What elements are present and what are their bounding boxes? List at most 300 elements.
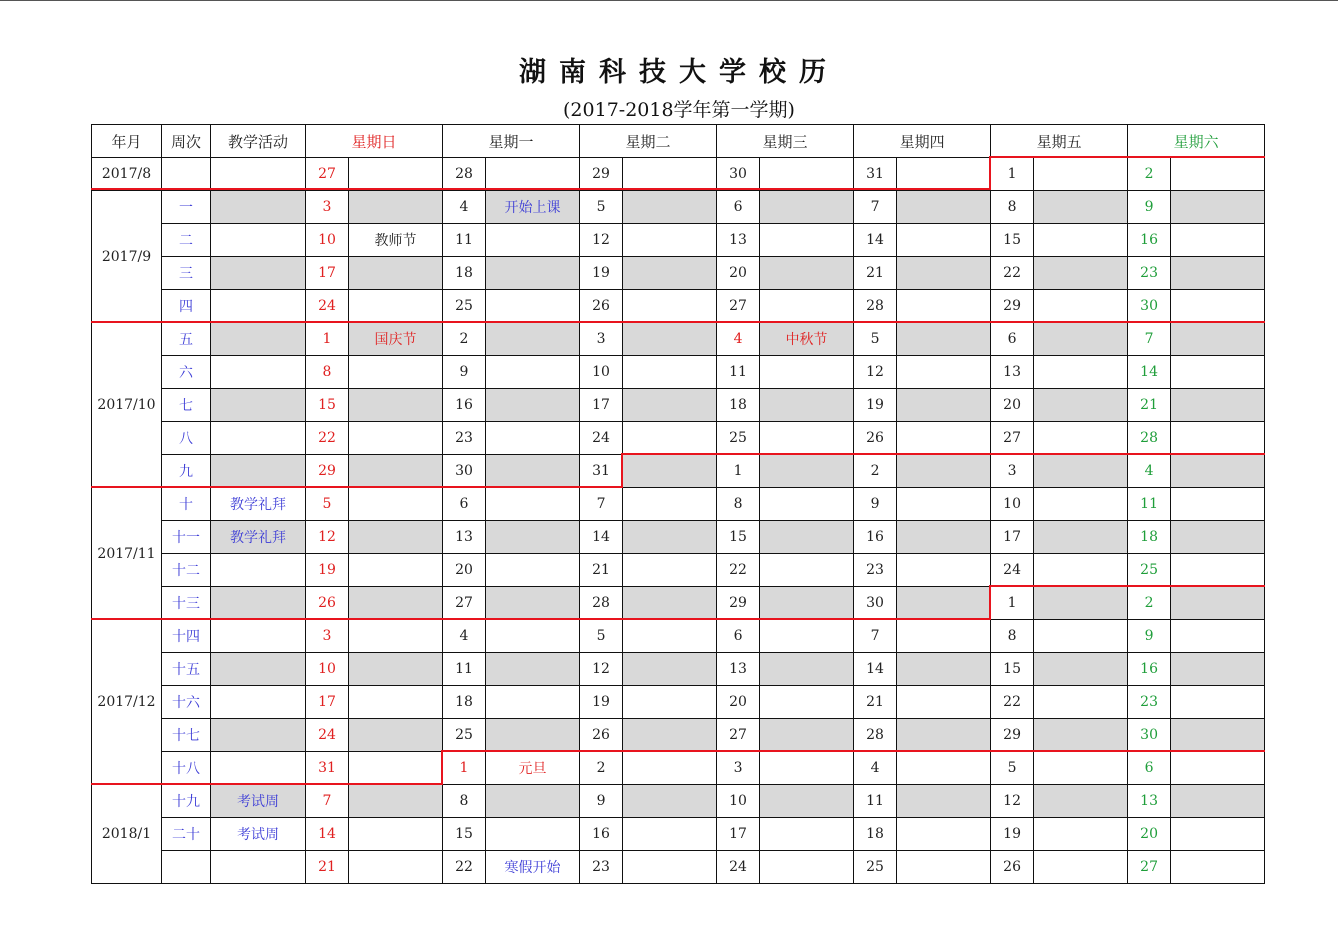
date-thu: 2 <box>854 455 897 488</box>
teaching-activity <box>211 389 306 422</box>
header-row <box>92 125 1265 158</box>
date-thu: 11 <box>854 785 897 818</box>
date-mon: 16 <box>443 389 486 422</box>
day-note <box>1171 818 1265 851</box>
date-wed: 10 <box>717 785 760 818</box>
date-sun: 31 <box>306 752 349 785</box>
week-number: 十九 <box>162 785 211 818</box>
date-tue: 17 <box>580 389 623 422</box>
header-week: 周次 <box>162 125 211 158</box>
week-number: 九 <box>162 455 211 488</box>
day-note <box>1034 290 1128 323</box>
date-thu: 28 <box>854 719 897 752</box>
teaching-activity <box>211 554 306 587</box>
boundary-line <box>91 486 623 488</box>
table-row <box>92 356 1265 389</box>
date-tue: 12 <box>580 653 623 686</box>
date-fri: 8 <box>991 191 1034 224</box>
day-note <box>349 455 443 488</box>
week-number: 一 <box>162 191 211 224</box>
month-label: 2017/9 <box>92 191 162 323</box>
date-sat: 18 <box>1128 521 1171 554</box>
boundary-line <box>91 321 1265 323</box>
date-mon: 15 <box>443 818 486 851</box>
calendar-body <box>92 158 1265 884</box>
day-note <box>349 587 443 620</box>
day-note <box>349 488 443 521</box>
date-fri: 10 <box>991 488 1034 521</box>
date-thu: 25 <box>854 851 897 884</box>
boundary-line <box>441 750 443 784</box>
date-thu: 19 <box>854 389 897 422</box>
date-mon: 25 <box>443 719 486 752</box>
day-note <box>486 290 580 323</box>
date-wed: 27 <box>717 719 760 752</box>
date-wed: 24 <box>717 851 760 884</box>
date-tue: 28 <box>580 587 623 620</box>
date-sun: 26 <box>306 587 349 620</box>
day-note <box>897 323 991 356</box>
date-wed: 15 <box>717 521 760 554</box>
boundary-line <box>91 188 991 190</box>
day-note <box>897 257 991 290</box>
day-note <box>1171 587 1265 620</box>
date-thu: 7 <box>854 191 897 224</box>
date-fri: 13 <box>991 356 1034 389</box>
day-note <box>623 290 717 323</box>
day-note <box>760 686 854 719</box>
day-note <box>760 587 854 620</box>
date-fri: 26 <box>991 851 1034 884</box>
day-note <box>897 587 991 620</box>
day-note <box>1034 851 1128 884</box>
day-note <box>1034 389 1128 422</box>
date-fri: 24 <box>991 554 1034 587</box>
day-note <box>1034 158 1128 191</box>
date-tue: 5 <box>580 620 623 653</box>
day-note <box>1034 554 1128 587</box>
day-note <box>1034 752 1128 785</box>
day-note <box>897 653 991 686</box>
date-wed: 17 <box>717 818 760 851</box>
day-note <box>349 356 443 389</box>
day-note <box>760 257 854 290</box>
day-note <box>897 158 991 191</box>
date-sun: 17 <box>306 686 349 719</box>
week-number: 十 <box>162 488 211 521</box>
day-note <box>486 521 580 554</box>
teaching-activity: 教学礼拜 <box>211 521 306 554</box>
table-row <box>92 752 1265 785</box>
header-month: 年月 <box>92 125 162 158</box>
week-number: 五 <box>162 323 211 356</box>
week-number <box>162 158 211 191</box>
date-fri: 15 <box>991 653 1034 686</box>
day-note <box>349 686 443 719</box>
table-row <box>92 521 1265 554</box>
date-sun: 1 <box>306 323 349 356</box>
day-note <box>760 422 854 455</box>
date-sat: 27 <box>1128 851 1171 884</box>
date-tue: 12 <box>580 224 623 257</box>
boundary-line <box>989 585 1265 587</box>
date-tue: 9 <box>580 785 623 818</box>
date-fri: 22 <box>991 257 1034 290</box>
date-sat: 2 <box>1128 587 1171 620</box>
week-number: 七 <box>162 389 211 422</box>
day-note <box>897 290 991 323</box>
day-note <box>486 158 580 191</box>
teaching-activity: 教学礼拜 <box>211 488 306 521</box>
table-row <box>92 785 1265 818</box>
date-tue: 29 <box>580 158 623 191</box>
date-thu: 26 <box>854 422 897 455</box>
date-fri: 27 <box>991 422 1034 455</box>
date-tue: 10 <box>580 356 623 389</box>
calendar-table <box>91 124 1265 884</box>
day-note <box>897 851 991 884</box>
date-mon: 4 <box>443 191 486 224</box>
teaching-activity <box>211 422 306 455</box>
day-note <box>1034 455 1128 488</box>
date-tue: 16 <box>580 818 623 851</box>
day-note: 国庆节 <box>349 323 443 356</box>
boundary-line <box>989 156 991 190</box>
day-note <box>897 620 991 653</box>
date-sun: 29 <box>306 455 349 488</box>
teaching-activity: 考试周 <box>211 818 306 851</box>
date-tue: 7 <box>580 488 623 521</box>
top-rule <box>0 0 1338 1</box>
date-wed: 6 <box>717 191 760 224</box>
week-number: 十三 <box>162 587 211 620</box>
day-note <box>897 719 991 752</box>
date-thu: 14 <box>854 224 897 257</box>
month-label: 2017/12 <box>92 620 162 785</box>
day-note <box>349 554 443 587</box>
date-sat: 13 <box>1128 785 1171 818</box>
day-note <box>1034 653 1128 686</box>
week-number: 十六 <box>162 686 211 719</box>
day-note <box>760 752 854 785</box>
date-sat: 2 <box>1128 158 1171 191</box>
date-mon: 18 <box>443 257 486 290</box>
day-note <box>349 818 443 851</box>
day-note <box>1034 422 1128 455</box>
day-note: 元旦 <box>486 752 580 785</box>
table-row <box>92 158 1265 191</box>
date-thu: 23 <box>854 554 897 587</box>
date-sun: 14 <box>306 818 349 851</box>
date-sun: 8 <box>306 356 349 389</box>
day-note <box>1034 257 1128 290</box>
week-number: 四 <box>162 290 211 323</box>
date-thu: 18 <box>854 818 897 851</box>
day-note <box>1171 257 1265 290</box>
day-note <box>760 554 854 587</box>
day-note <box>1171 719 1265 752</box>
boundary-line <box>621 453 1265 455</box>
date-sat: 30 <box>1128 719 1171 752</box>
table-row <box>92 488 1265 521</box>
boundary-line <box>441 750 1265 752</box>
date-fri: 19 <box>991 818 1034 851</box>
month-label: 2018/1 <box>92 785 162 884</box>
day-note <box>1034 224 1128 257</box>
day-note <box>486 488 580 521</box>
header-friday: 星期五 <box>991 125 1128 158</box>
page-subtitle: (2017-2018学年第一学期) <box>563 99 795 121</box>
day-note <box>486 554 580 587</box>
date-thu: 5 <box>854 323 897 356</box>
day-note <box>1034 719 1128 752</box>
day-note <box>1034 785 1128 818</box>
day-note <box>897 554 991 587</box>
date-fri: 20 <box>991 389 1034 422</box>
day-note <box>349 158 443 191</box>
day-note <box>1171 290 1265 323</box>
week-number: 二 <box>162 224 211 257</box>
week-number: 十四 <box>162 620 211 653</box>
date-tue: 19 <box>580 686 623 719</box>
day-note <box>1171 323 1265 356</box>
day-note <box>897 686 991 719</box>
date-sun: 5 <box>306 488 349 521</box>
date-wed: 1 <box>717 455 760 488</box>
table-row <box>92 587 1265 620</box>
day-note <box>1171 785 1265 818</box>
date-fri: 15 <box>991 224 1034 257</box>
date-mon: 27 <box>443 587 486 620</box>
date-mon: 11 <box>443 653 486 686</box>
week-number: 十七 <box>162 719 211 752</box>
header-monday: 星期一 <box>443 125 580 158</box>
day-note <box>349 521 443 554</box>
day-note <box>486 686 580 719</box>
date-mon: 25 <box>443 290 486 323</box>
day-note <box>1171 224 1265 257</box>
day-note <box>760 191 854 224</box>
date-sun: 15 <box>306 389 349 422</box>
teaching-activity <box>211 158 306 191</box>
day-note <box>623 158 717 191</box>
date-sun: 27 <box>306 158 349 191</box>
day-note <box>1034 686 1128 719</box>
boundary-line <box>91 783 443 785</box>
date-sun: 3 <box>306 620 349 653</box>
date-mon: 8 <box>443 785 486 818</box>
day-note <box>760 521 854 554</box>
boundary-line <box>989 156 1265 158</box>
day-note <box>623 719 717 752</box>
day-note <box>897 191 991 224</box>
table-row <box>92 455 1265 488</box>
teaching-activity <box>211 356 306 389</box>
day-note <box>1171 521 1265 554</box>
date-mon: 9 <box>443 356 486 389</box>
week-number: 十八 <box>162 752 211 785</box>
date-tue: 19 <box>580 257 623 290</box>
date-fri: 6 <box>991 323 1034 356</box>
table-row <box>92 422 1265 455</box>
day-note <box>486 719 580 752</box>
date-tue: 24 <box>580 422 623 455</box>
day-note <box>1034 323 1128 356</box>
day-note <box>1171 389 1265 422</box>
date-tue: 14 <box>580 521 623 554</box>
day-note <box>623 653 717 686</box>
date-sat: 21 <box>1128 389 1171 422</box>
date-sun: 24 <box>306 719 349 752</box>
header-saturday: 星期六 <box>1128 125 1265 158</box>
teaching-activity <box>211 719 306 752</box>
date-fri: 29 <box>991 290 1034 323</box>
table-row <box>92 653 1265 686</box>
month-label: 2017/8 <box>92 158 162 191</box>
day-note <box>486 323 580 356</box>
date-mon: 11 <box>443 224 486 257</box>
date-sat: 28 <box>1128 422 1171 455</box>
date-tue: 3 <box>580 323 623 356</box>
date-sat: 9 <box>1128 620 1171 653</box>
date-wed: 4 <box>717 323 760 356</box>
date-thu: 9 <box>854 488 897 521</box>
teaching-activity <box>211 587 306 620</box>
week-number: 八 <box>162 422 211 455</box>
date-mon: 13 <box>443 521 486 554</box>
date-thu: 31 <box>854 158 897 191</box>
day-note <box>760 488 854 521</box>
day-note <box>897 422 991 455</box>
teaching-activity <box>211 851 306 884</box>
date-tue: 2 <box>580 752 623 785</box>
date-tue: 23 <box>580 851 623 884</box>
day-note <box>760 455 854 488</box>
day-note <box>760 356 854 389</box>
date-sun: 24 <box>306 290 349 323</box>
date-sun: 17 <box>306 257 349 290</box>
date-sun: 21 <box>306 851 349 884</box>
day-note <box>897 389 991 422</box>
table-row <box>92 851 1265 884</box>
day-note <box>897 455 991 488</box>
date-fri: 8 <box>991 620 1034 653</box>
day-note <box>897 224 991 257</box>
date-sat: 9 <box>1128 191 1171 224</box>
date-thu: 4 <box>854 752 897 785</box>
date-mon: 2 <box>443 323 486 356</box>
boundary-line <box>989 585 991 620</box>
date-thu: 21 <box>854 257 897 290</box>
date-thu: 16 <box>854 521 897 554</box>
date-fri: 29 <box>991 719 1034 752</box>
teaching-activity <box>211 323 306 356</box>
header-wednesday: 星期三 <box>717 125 854 158</box>
day-note <box>623 851 717 884</box>
day-note <box>760 653 854 686</box>
day-note <box>760 818 854 851</box>
day-note <box>623 455 717 488</box>
date-tue: 21 <box>580 554 623 587</box>
day-note <box>1034 191 1128 224</box>
day-note <box>1171 422 1265 455</box>
day-note <box>1171 356 1265 389</box>
teaching-activity: 考试周 <box>211 785 306 818</box>
date-sat: 11 <box>1128 488 1171 521</box>
month-label: 2017/10 <box>92 323 162 488</box>
day-note <box>349 191 443 224</box>
day-note <box>349 257 443 290</box>
header-thursday: 星期四 <box>854 125 991 158</box>
date-fri: 12 <box>991 785 1034 818</box>
day-note <box>349 422 443 455</box>
day-note <box>1034 488 1128 521</box>
day-note <box>1171 752 1265 785</box>
day-note: 开始上课 <box>486 191 580 224</box>
date-wed: 20 <box>717 257 760 290</box>
day-note <box>486 356 580 389</box>
date-thu: 28 <box>854 290 897 323</box>
day-note <box>623 422 717 455</box>
date-sat: 23 <box>1128 257 1171 290</box>
date-mon: 1 <box>443 752 486 785</box>
day-note <box>897 488 991 521</box>
table-row <box>92 719 1265 752</box>
day-note <box>1171 686 1265 719</box>
day-note <box>623 686 717 719</box>
teaching-activity <box>211 455 306 488</box>
teaching-activity <box>211 224 306 257</box>
teaching-activity <box>211 290 306 323</box>
day-note: 中秋节 <box>760 323 854 356</box>
day-note <box>897 785 991 818</box>
teaching-activity <box>211 752 306 785</box>
day-note <box>486 224 580 257</box>
date-tue: 26 <box>580 290 623 323</box>
day-note <box>486 587 580 620</box>
day-note <box>897 752 991 785</box>
day-note <box>1171 488 1265 521</box>
date-sat: 16 <box>1128 653 1171 686</box>
date-fri: 17 <box>991 521 1034 554</box>
week-number: 十一 <box>162 521 211 554</box>
day-note <box>349 620 443 653</box>
date-wed: 8 <box>717 488 760 521</box>
day-note <box>623 488 717 521</box>
date-wed: 30 <box>717 158 760 191</box>
day-note <box>897 818 991 851</box>
day-note <box>486 818 580 851</box>
table-row <box>92 290 1265 323</box>
day-note <box>623 785 717 818</box>
boundary-line <box>91 618 991 620</box>
day-note <box>760 851 854 884</box>
date-fri: 1 <box>991 587 1034 620</box>
day-note <box>1171 554 1265 587</box>
table-row <box>92 257 1265 290</box>
date-wed: 3 <box>717 752 760 785</box>
date-wed: 11 <box>717 356 760 389</box>
date-sat: 7 <box>1128 323 1171 356</box>
date-sat: 25 <box>1128 554 1171 587</box>
date-sat: 16 <box>1128 224 1171 257</box>
day-note <box>760 290 854 323</box>
week-number: 十二 <box>162 554 211 587</box>
day-note <box>623 521 717 554</box>
date-sun: 19 <box>306 554 349 587</box>
date-sun: 10 <box>306 224 349 257</box>
date-wed: 25 <box>717 422 760 455</box>
